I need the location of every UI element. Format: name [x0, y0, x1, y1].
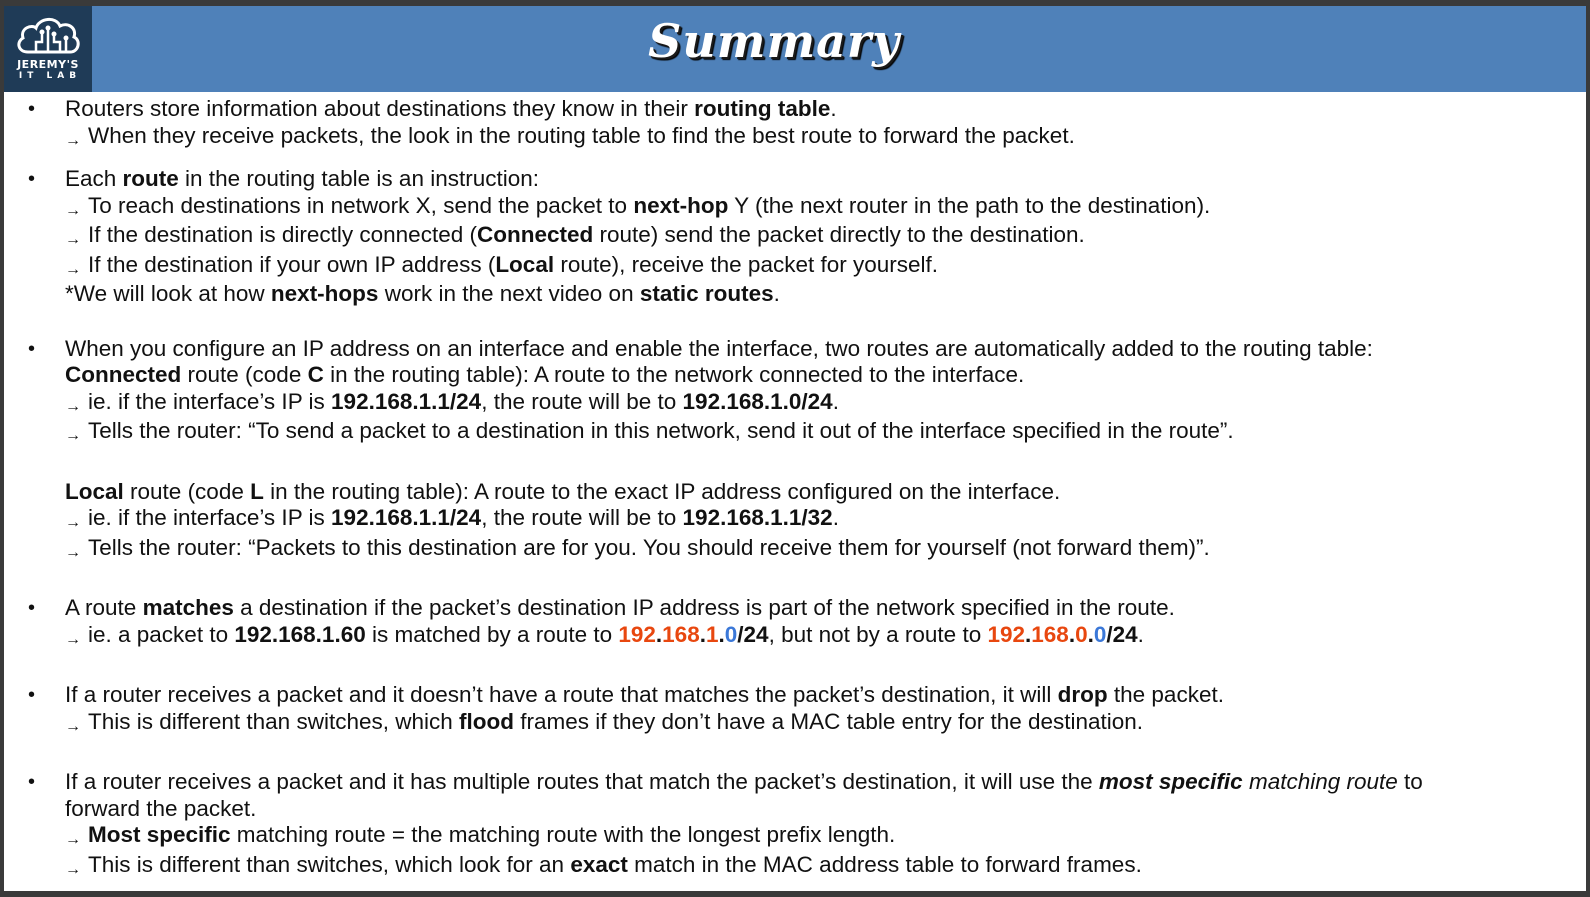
- text: ie. if the interface’s IP is: [88, 505, 332, 530]
- text: To reach destinations in network X, send the packet to: [88, 192, 634, 218]
- text: , the route will be to: [481, 388, 683, 414]
- header-bar: [4, 6, 1586, 92]
- spacer: [4, 152, 1586, 166]
- text-line: [65, 852, 1586, 882]
- text: route (code: [123, 478, 251, 504]
- bold-italic-text: most specific: [1098, 769, 1243, 794]
- bold-text: flood: [459, 708, 514, 734]
- text-line: [65, 595, 1586, 622]
- text: Tells the router: “To send a packet to a destination in this network, send it out of the interface specified in the route”.: [88, 418, 1234, 443]
- dot: .: [718, 621, 725, 647]
- bold-text: routing table: [694, 96, 831, 121]
- dot: .: [1087, 621, 1094, 647]
- octet-red: 192: [987, 621, 1026, 647]
- spacer: [4, 308, 1586, 336]
- route-nomatch-address: [987, 622, 1137, 647]
- text: .: [830, 96, 837, 121]
- bold-text: 192.168.1.0/24: [682, 388, 833, 414]
- route-match-address: [618, 622, 768, 647]
- text: .: [832, 388, 839, 414]
- bullet-route-matches: [4, 595, 1586, 651]
- bold-text: matches: [142, 595, 234, 620]
- bold-text: drop: [1057, 682, 1108, 707]
- text: A route: [65, 595, 143, 620]
- bullet-drop-packet: [4, 682, 1586, 738]
- text-line: [65, 362, 1586, 389]
- logo-text: JEREMY'S: [17, 58, 79, 71]
- text-line: [65, 505, 1586, 535]
- arrow-icon: →: [65, 260, 81, 278]
- dot: .: [1068, 621, 1076, 647]
- text-line: [65, 123, 1586, 153]
- spacer: [4, 738, 1586, 769]
- logo-subtext: IT LAB: [18, 71, 82, 81]
- spacer: [4, 564, 1586, 595]
- text: If a router receives a packet and it doesn’t have a route that matches the packet’s destination, it will: [65, 682, 1058, 707]
- octet-red: 192: [618, 621, 656, 647]
- bold-text: C: [307, 362, 324, 387]
- text: in the routing table): A route to the network connected to the interface.: [323, 362, 1025, 387]
- text-line: [65, 796, 1586, 823]
- bold-text: route: [122, 166, 179, 191]
- octet-red: 168: [662, 621, 700, 647]
- dot: .: [655, 621, 663, 647]
- text: Tells the router: “Packets to this destination are for you. You should receive them for yourself (not forward them)”.: [88, 534, 1210, 560]
- arrow-icon: →: [65, 427, 81, 444]
- bold-text: Connected: [65, 362, 182, 387]
- arrow-icon: →: [65, 131, 81, 149]
- text: ie. if the interface’s IP is: [88, 388, 332, 414]
- text: ie. a packet to: [88, 621, 235, 647]
- bold-text: 192.168.1.60: [234, 621, 366, 647]
- octet-blue: 0: [724, 621, 738, 647]
- text-line: [65, 96, 1586, 123]
- octet-red: 0: [1075, 621, 1088, 647]
- prefix: /24: [737, 621, 769, 647]
- bold-text: Most specific: [88, 822, 231, 847]
- text: the packet.: [1107, 682, 1224, 707]
- text: forward the packet.: [65, 795, 257, 821]
- bullet-dot: •: [28, 684, 36, 706]
- text: .: [832, 505, 839, 530]
- bullet-most-specific: [4, 769, 1586, 881]
- text: Y (the next router in the path to the destination).: [728, 192, 1211, 218]
- bold-text: exact: [570, 851, 628, 877]
- slide-title: Summary: [648, 14, 900, 68]
- text-line: [65, 193, 1586, 223]
- text: route) send the packet directly to the destination.: [593, 222, 1085, 247]
- bullet-routing-table: [4, 96, 1586, 152]
- text-line: [65, 682, 1586, 709]
- text: in the routing table is an instruction:: [178, 166, 540, 191]
- prefix: /24: [1106, 621, 1138, 647]
- octet-red: 168: [1031, 621, 1069, 647]
- text: match in the MAC address table to forward frames.: [627, 851, 1142, 877]
- text: matching route = the matching route with the longest prefix length.: [230, 822, 896, 847]
- text: in the routing table): A route to the exact IP address configured on the interface.: [263, 478, 1061, 504]
- dot: .: [699, 621, 706, 647]
- bold-text: next-hop: [633, 192, 729, 218]
- summary-content: [4, 96, 1586, 881]
- bullet-dot: •: [28, 337, 36, 360]
- text: work in the next video on: [378, 281, 640, 306]
- bullet-dot: •: [28, 771, 36, 793]
- text-line: [65, 535, 1586, 565]
- text-line: [65, 769, 1586, 796]
- spacer: [65, 448, 1586, 479]
- bullet-route-instruction: [4, 166, 1586, 308]
- slide: [4, 6, 1586, 891]
- bold-text: 192.168.1.1/32: [682, 505, 833, 530]
- octet-red: 1: [705, 621, 719, 647]
- text: route (code: [181, 362, 308, 387]
- text: This is different than switches, which look for an: [88, 851, 571, 877]
- bullet-dot: •: [28, 168, 36, 190]
- bold-text: 192.168.1.1/24: [331, 388, 482, 414]
- text-line: [65, 622, 1586, 652]
- text-line: [65, 166, 1586, 193]
- text-line: [65, 479, 1586, 506]
- text: is matched by a route to: [365, 621, 619, 647]
- text: , the route will be to: [481, 505, 683, 530]
- text: a destination if the packet’s destination IP address is part of the network specified in the route.: [233, 595, 1175, 620]
- text: If the destination is directly connected (: [88, 222, 477, 247]
- text: Routers store information about destinations they know in their: [65, 96, 695, 121]
- text: route), receive the packet for yourself.: [554, 251, 939, 277]
- text: .: [773, 281, 780, 306]
- arrow-icon: →: [65, 514, 81, 531]
- text: When you configure an IP address on an interface and enable the interface, two routes are automatically added to the routing table:: [65, 335, 1373, 361]
- text: Each: [65, 166, 123, 191]
- arrow-icon: →: [65, 630, 81, 648]
- text: When they receive packets, the look in the routing table to find the best route to forward the packet.: [88, 122, 1075, 148]
- bold-text: Connected: [476, 222, 594, 247]
- text: *We will look at how: [65, 281, 271, 306]
- bold-text: static routes: [639, 281, 774, 306]
- text: If the destination if your own IP address (: [88, 251, 496, 277]
- arrow-icon: →: [65, 231, 81, 248]
- text-line: [65, 709, 1586, 739]
- text-line: [65, 222, 1586, 252]
- arrow-icon: →: [65, 201, 81, 219]
- bold-text: next-hops: [270, 281, 379, 306]
- arrow-icon: →: [65, 543, 81, 561]
- bold-text: Local: [65, 478, 124, 504]
- bold-text: L: [250, 478, 264, 504]
- bold-text: 192.168.1.1/24: [331, 505, 482, 530]
- text: to: [1397, 769, 1423, 794]
- text: This is different than switches, which: [88, 708, 459, 734]
- text: , but not by a route to: [768, 621, 988, 647]
- bold-text: Local: [495, 251, 555, 277]
- text: .: [1137, 621, 1144, 647]
- octet-blue: 0: [1093, 621, 1107, 647]
- text-line: [65, 389, 1586, 419]
- text-line: [65, 418, 1586, 448]
- bullet-dot: •: [28, 98, 36, 120]
- text-line: [65, 336, 1586, 363]
- arrow-icon: →: [65, 860, 81, 878]
- dot: .: [1025, 621, 1032, 647]
- arrow-icon: →: [65, 717, 81, 735]
- text-line: [65, 252, 1586, 282]
- text: If a router receives a packet and it has multiple routes that match the packet’s destination, it will use the: [65, 769, 1099, 794]
- bullet-connected-local: [4, 336, 1586, 565]
- text: frames if they don’t have a MAC table entry for the destination.: [513, 708, 1144, 734]
- italic-text: matching route: [1242, 769, 1398, 794]
- arrow-icon: →: [65, 831, 81, 848]
- arrow-icon: →: [65, 397, 81, 415]
- text-line: [65, 822, 1586, 852]
- text-line: [65, 281, 1586, 308]
- spacer: [4, 651, 1586, 682]
- bullet-dot: •: [28, 597, 36, 619]
